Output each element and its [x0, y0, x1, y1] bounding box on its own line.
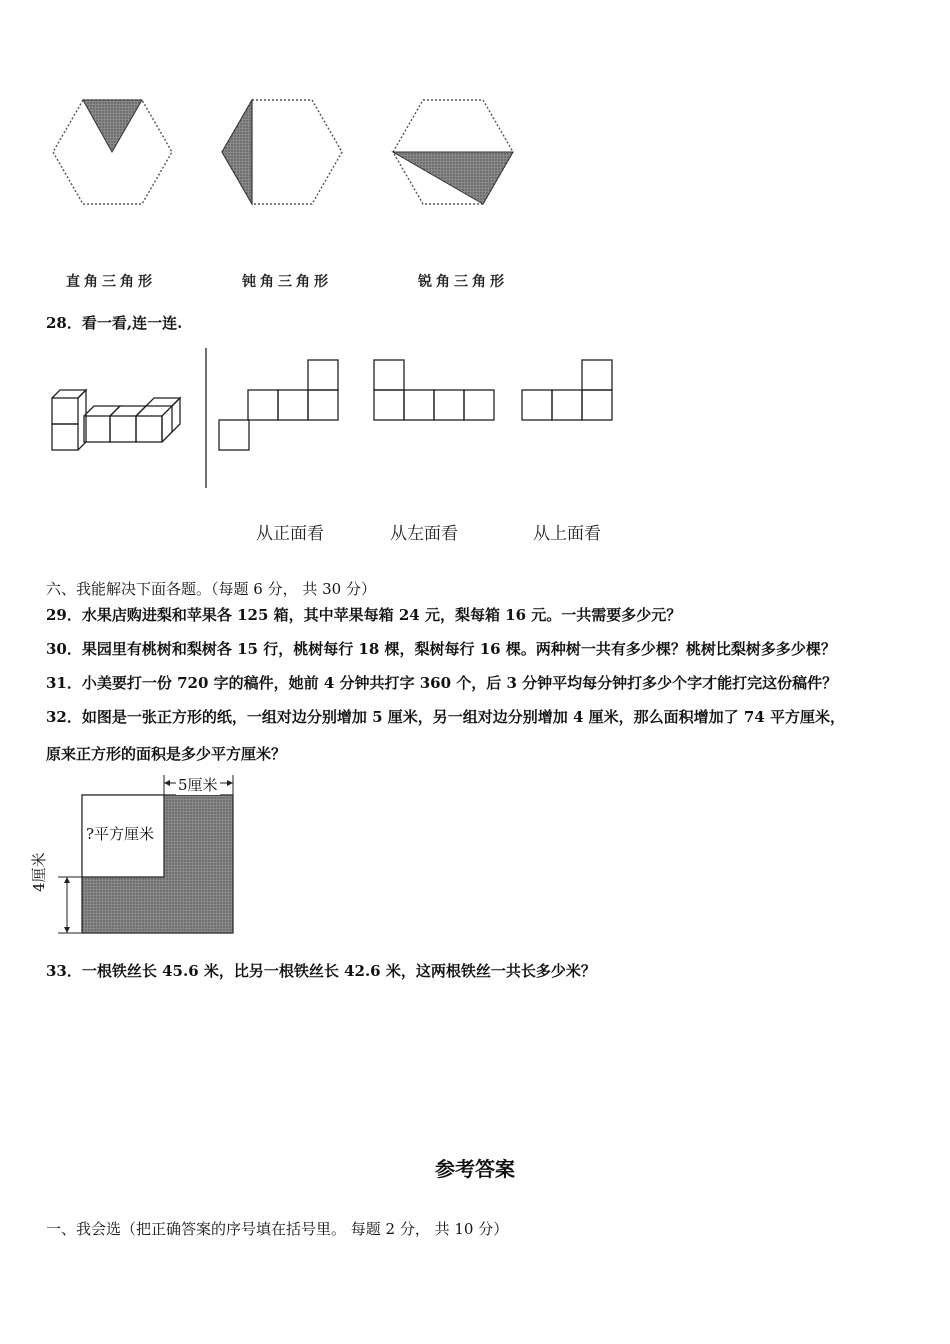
hexagon-label-acute: 锐角三角形	[418, 274, 508, 290]
hexagon-figures	[0, 0, 560, 220]
hexagon-label-right: 直角三角形	[66, 274, 156, 290]
section-6-title: 六、我能解决下面各题。（每题 6 分， 共 30 分）	[46, 580, 376, 598]
view-label-left: 从左面看	[390, 524, 458, 544]
view-grid-3	[522, 360, 612, 420]
hexagon-right-triangle	[53, 100, 172, 204]
figure-inner-label: ?平方厘米	[86, 825, 155, 843]
figure-side-label: 4厘米	[30, 852, 48, 892]
answers-section-1: 一、我会选（把正确答案的序号填在括号里。 每题 2 分， 共 10 分）	[46, 1220, 509, 1238]
question-32-line1: 32．如图是一张正方形的纸，一组对边分别增加 5 厘米，另一组对边分别增加 4 厘米，那么面积增加了 74 平方厘米，	[46, 708, 845, 726]
hexagon-label-obtuse: 钝角三角形	[242, 274, 332, 290]
view-label-front: 从正面看	[256, 524, 324, 544]
question-29: 29．水果店购进梨和苹果各 125 箱，其中苹果每箱 24 元，梨每箱 16 元。一共需要多少元？	[46, 606, 682, 624]
question-32-line2: 原来正方形的面积是多少平方厘米？	[46, 745, 287, 763]
question-28: 28．看一看,连一连.	[46, 314, 183, 332]
hexagon-acute-triangle	[393, 100, 513, 204]
cube-figures	[0, 340, 640, 500]
hexagon-obtuse-triangle	[222, 100, 342, 204]
figure-top-label: 5厘米	[178, 776, 218, 794]
view-label-top: 从上面看	[533, 524, 601, 544]
question-33: 33．一根铁丝长 45.6 米，比另一根铁丝长 42.6 米，这两根铁丝一共长多少米？	[46, 962, 596, 980]
question-30: 30．果园里有桃树和梨树各 15 行，桃树每行 18 棵，梨树每行 16 棵。两种树一共有多少棵？桃树比梨树多多少棵？	[46, 640, 836, 658]
question-31: 31．小美要打一份 720 字的稿件，她前 4 分钟共打字 360 个，后 3 分钟平均每分钟打多少个字才能打完这份稿件？	[46, 674, 838, 692]
answers-title: 参考答案	[435, 1157, 515, 1181]
view-grid-1	[219, 360, 338, 450]
cube-solid	[52, 390, 180, 450]
square-figure	[40, 770, 250, 940]
view-grid-2	[374, 360, 494, 420]
